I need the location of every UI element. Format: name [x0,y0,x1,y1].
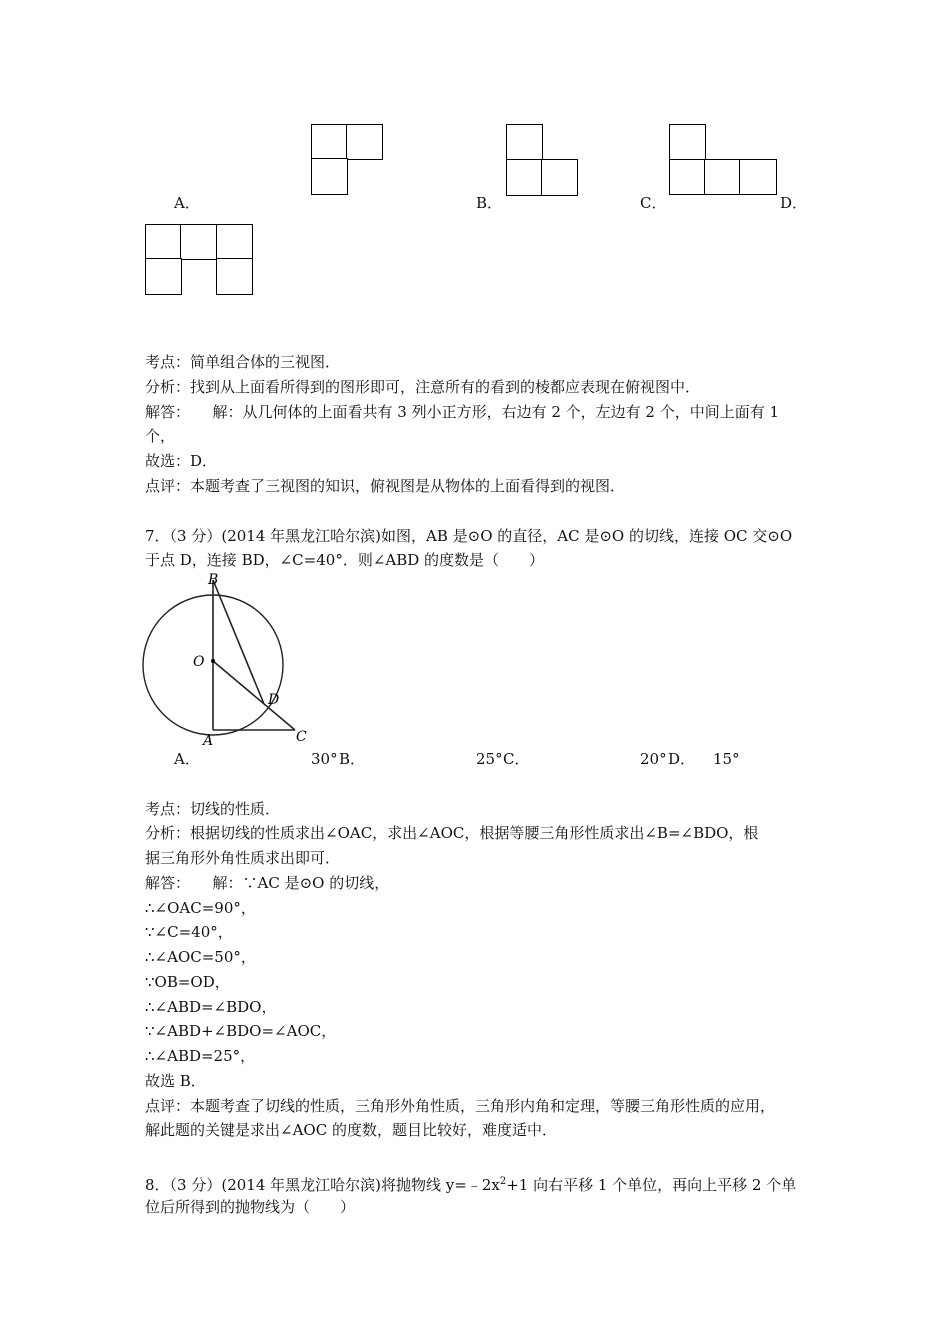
q8-stem-line-2: 位后所得到的抛物线为（ ） [145,1198,356,1216]
q7-fenxi-line-2: 据三角形外角性质求出即可． [145,849,341,867]
q7-jieda-line: ∵OB=OD， [145,973,230,991]
q8-stem-line-1 [145,1172,796,1195]
q7-stem-line-2: 于点 D，连接 BD，∠C=40°．则∠ABD 的度数是（ ） [145,551,545,569]
q7-kaodian: 考点：切线的性质． [145,800,281,818]
segment-bd [213,580,264,704]
q8-stem-post: +1 向右平移 1 个单位，再向上平移 2 个单 [506,1176,797,1194]
q7-jieda-line: ∵∠ABD+∠BDO=∠AOC， [145,1022,337,1040]
q7-jieda-line: ∴∠ABD=∠BDO， [145,998,277,1016]
q6-jieda-line-1: 解答： 解：从几何体的上面看共有 3 列小正方形，右边有 2 个，左边有 2 个，中间上面有 1 [145,403,780,421]
label-o: O [193,654,205,670]
q7-jieda-line: ∴∠AOC=50°， [145,948,256,966]
label-c: C [296,729,307,745]
q7-fenxi-line-1: 分析：根据切线的性质求出∠OAC，求出∠AOC，根据等腰三角形性质求出∠B=∠BDO，根 [145,824,759,842]
q7-option-d-value: 15° [713,750,740,768]
q7-jieda-line: ∵∠C=40°， [145,923,233,941]
q7-option-c-label: C． [503,750,530,768]
q7-jieda-line: 解答： 解：∵AC 是⊙O 的切线， [145,874,390,892]
q6-jieda-line-2: 个， [145,427,176,445]
q8-stem-pre: 8．（3 分）(2014 年黑龙江哈尔滨)将抛物线 y=﹣2x [145,1176,500,1194]
q7-option-b-value: 25° [476,750,503,768]
q6-answer: 故选：D． [145,452,218,470]
point-o [211,659,215,663]
q6-fenxi: 分析：找到从上面看所得到的图形即可，注意所有的看到的棱都应表现在俯视图中． [145,378,701,396]
label-b: B [208,572,219,588]
q7-stem-line-1: 7．（3 分）(2014 年黑龙江哈尔滨)如图，AB 是⊙O 的直径，AC 是⊙O 的切线，连接 OC 交⊙O [145,527,793,545]
q7-dianping-line-2: 解此题的关键是求出∠AOC 的度数，题目比较好，难度适中． [145,1121,557,1139]
q7-dianping-line-1: 点评：本题考查了切线的性质，三角形外角性质，三角形内角和定理，等腰三角形性质的应用， [145,1097,776,1115]
q7-option-c-value: 20° [640,750,667,768]
q8-exponent: 2 [499,1176,507,1187]
label-a: A [203,733,214,749]
q6-option-a-label: A． [174,194,200,212]
q7-answer: 故选 B． [145,1072,206,1090]
q6-kaodian: 考点：简单组合体的三视图． [145,353,341,371]
q6-option-c-label: C． [640,194,667,212]
q7-option-b-label: B． [339,750,366,768]
q6-option-b-label: B． [476,194,503,212]
q6-option-d-label: D． [780,194,808,212]
q7-jieda-line: ∴∠ABD=25°， [145,1047,256,1065]
label-d: D [268,692,280,708]
q7-jieda-line: ∴∠OAC=90°， [145,899,256,917]
q7-option-d-label: D． [668,750,696,768]
q7-option-a-label: A． [174,750,200,768]
q7-option-a-value: 30° [311,750,338,768]
q6-dianping: 点评：本题考查了三视图的知识，俯视图是从物体的上面看得到的视图． [145,477,626,495]
q7-geometry-figure [130,570,330,750]
